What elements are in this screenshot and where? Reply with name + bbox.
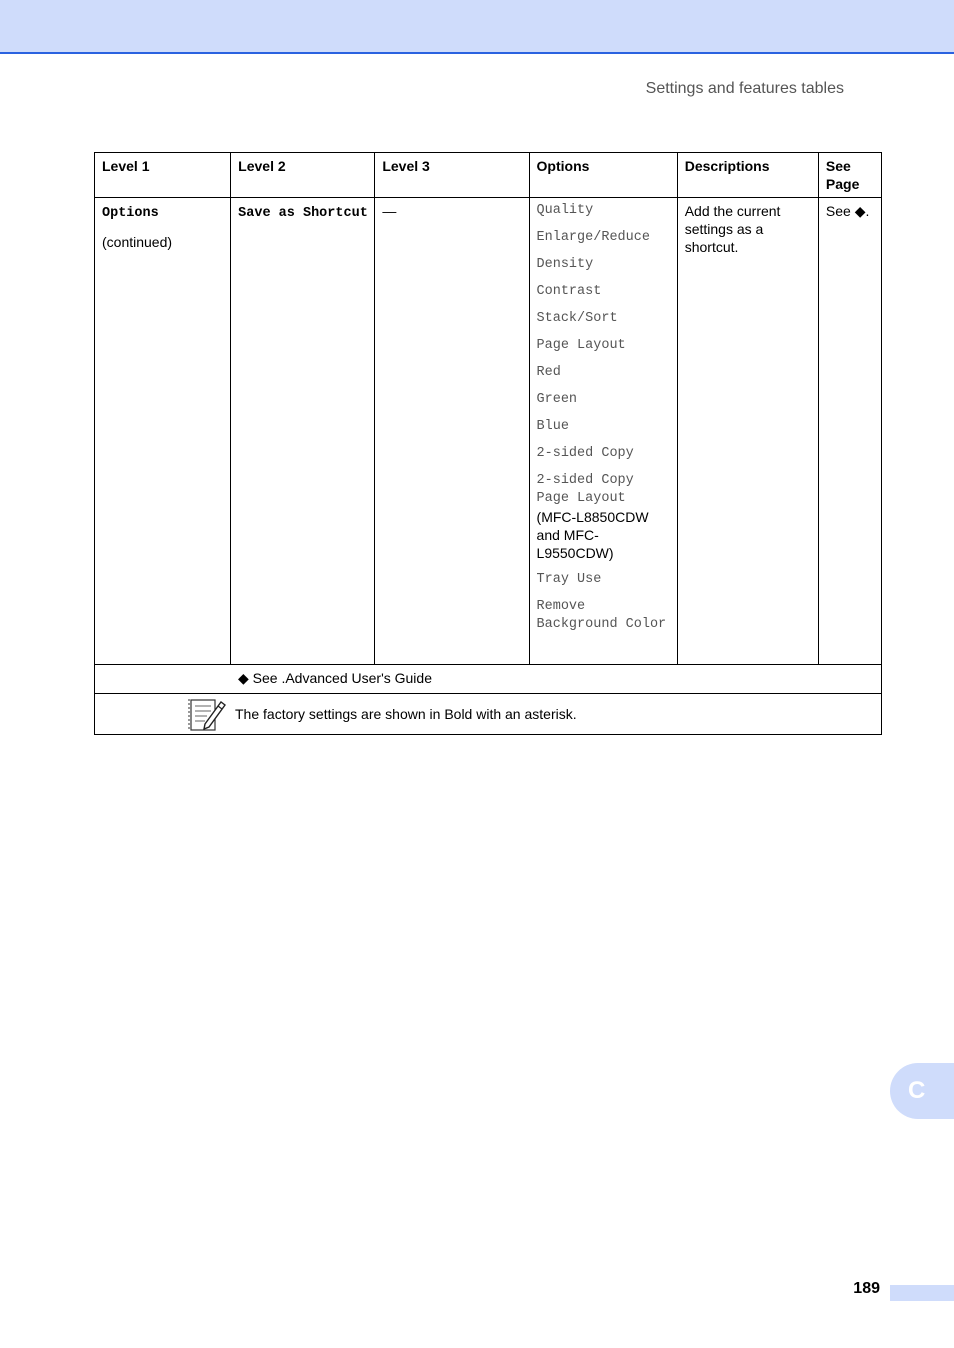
option-contrast: Contrast [536, 284, 602, 299]
level2-value: Save as Shortcut [238, 206, 368, 221]
cell-level2 [231, 198, 375, 665]
settings-table [94, 152, 882, 735]
level1-value: Options [102, 206, 159, 221]
option-tray-use: Tray Use [536, 572, 602, 587]
level3-value: — [382, 203, 397, 219]
page-number: 189 [853, 1280, 880, 1297]
top-band [0, 0, 954, 54]
pencil-note-icon [187, 696, 227, 732]
cell-level3 [375, 198, 529, 665]
footnote-row [95, 665, 882, 694]
option-2-sided-copy-label: 2-sided Copy [536, 473, 634, 488]
table-header-row [95, 153, 882, 198]
header-see-page: See Page [818, 153, 881, 198]
option-2-sided-copy-page-layout [537, 472, 671, 562]
cell-see-page [818, 198, 881, 665]
option-quality: Quality [536, 203, 594, 218]
running-header: Settings and features tables [645, 80, 844, 97]
chapter-tab [890, 1063, 954, 1119]
option-blue: Blue [536, 419, 569, 434]
option-remove-background-color: Remove Background Color [536, 599, 667, 632]
level1-note: (continued) [102, 234, 173, 250]
option-green: Green [536, 392, 578, 407]
option-stack-sort: Stack/Sort [536, 311, 618, 326]
header-options: Options [529, 153, 677, 198]
table-row [95, 198, 882, 665]
header-level1: Level 1 [95, 153, 231, 198]
option-page-layout-label: Page Layout [536, 491, 626, 506]
cell-options [529, 198, 677, 665]
note-text: The factory settings are shown in Bold with an asterisk. [235, 706, 577, 722]
header-level3: Level 3 [375, 153, 529, 198]
see-page-text: See ◆. [825, 203, 870, 219]
description-text: Add the current settings as a shortcut. [684, 203, 781, 255]
footnote: ◆ See .Advanced User's Guide [95, 665, 882, 694]
option-red: Red [536, 365, 561, 380]
cell-level1 [95, 198, 231, 665]
option-models-note: (MFC-L8850CDW and MFC-L9550CDW) [536, 509, 649, 561]
cell-description [677, 198, 818, 665]
option-2-sided-copy: 2-sided Copy [536, 446, 634, 461]
note-row [95, 694, 882, 735]
header-descriptions: Descriptions [677, 153, 818, 198]
option-density: Density [536, 257, 594, 272]
option-page-layout: Page Layout [536, 338, 626, 353]
header-level2: Level 2 [231, 153, 375, 198]
page-number-bar [890, 1285, 954, 1301]
option-enlarge-reduce: Enlarge/Reduce [536, 230, 650, 245]
chapter-tab-letter: C [908, 1077, 926, 1104]
